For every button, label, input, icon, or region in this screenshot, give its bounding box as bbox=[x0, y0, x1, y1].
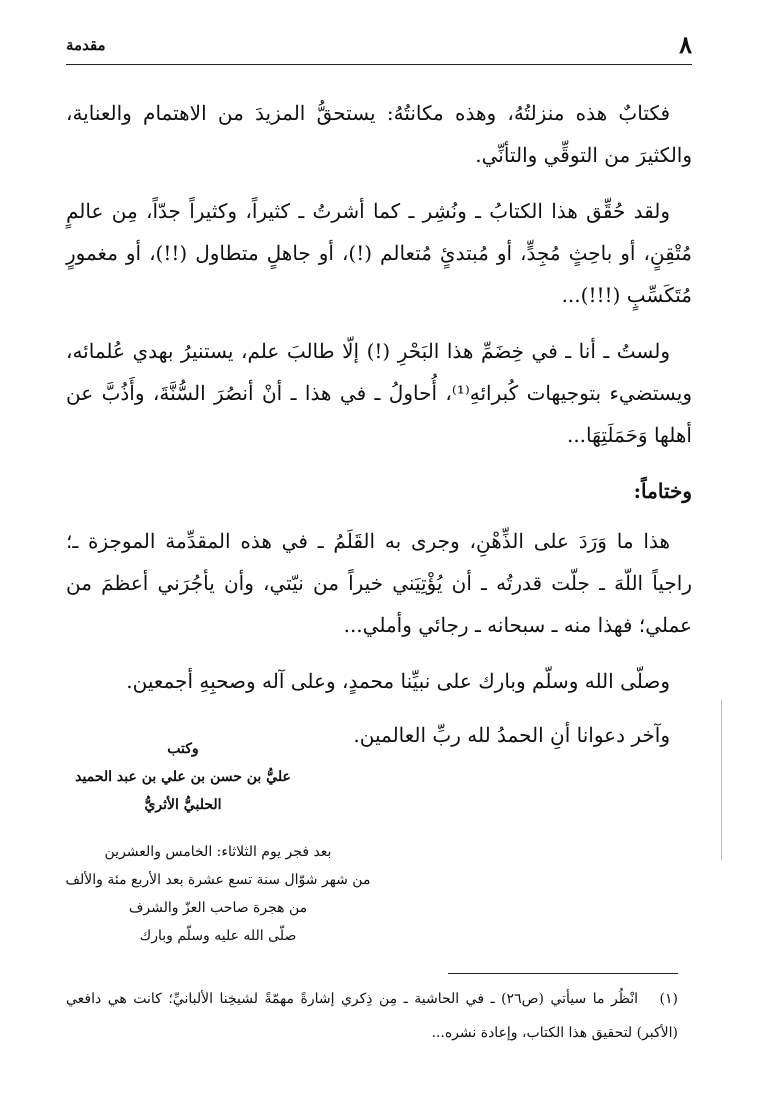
signature-wrote: وكتب bbox=[167, 741, 199, 757]
signature-block bbox=[53, 735, 313, 819]
paragraph-5: وصلّى الله وسلّم وبارك على نبيِّنا محمدٍ، وعلى آله وصحبِهِ أجمعين. bbox=[126, 669, 670, 693]
scan-edge-mark bbox=[721, 700, 722, 860]
date-line-3: من هجرة صاحب العزّ والشرف bbox=[128, 900, 308, 916]
paragraph-6: وآخر دعوانا أنِ الحمدُ لله ربِّ العالمين. bbox=[353, 723, 670, 747]
author-nisba: الحلبيُّ الأثريُّ bbox=[144, 797, 222, 813]
main-text bbox=[66, 92, 692, 768]
paragraph-2: ولقد حُقِّق هذا الكتابُ ـ ونُشِر ـ كما أشرتُ ـ كثيراً، وكثيراً جدّاً، مِن عالمٍ مُتْقِنٍ، أو باحِثٍ مُجِدٍّ، أو مُبتدئٍ مُتعالم (!)، أو جاهلٍ متطاول (!!)، أو مغمورٍ مُتَكَسِّبٍ (!!!)... bbox=[66, 199, 692, 307]
author-name: عليُّ بن حسن بن علي بن عبد الحميد bbox=[75, 769, 291, 785]
footnote-text: انْظُر ما سيأتي (ص٢٦) ـ في الحاشية ـ مِن ذِكري إشارةً مهمّةً لشيخِنا الألبانيِّ؛ كانت هي دافعي (الأكبر) لتحقيق هذا الكتاب، وإعادة نشره... bbox=[66, 991, 678, 1041]
paragraph-4: هذا ما وَرَدَ على الذِّهْنِ، وجرى به القَلَمُ ـ في هذه المقدِّمة الموجزة ـ؛ راجياً اللّهَ ـ جلّت قدرتُه ـ أن يُؤْتِيَني خيراً من نيّتي، وأن يأجُرَني أعظمَ من عملي؛ فهذا منه ـ سبحانه ـ رجائي وأملي... bbox=[66, 529, 692, 637]
running-section-title: مقدمة bbox=[66, 36, 106, 54]
date-block bbox=[18, 838, 418, 950]
footnote-divider bbox=[448, 973, 678, 974]
date-line-1: بعد فجر يوم الثلاثاء: الخامس والعشرين bbox=[104, 844, 332, 860]
conclusion-heading: وختاماً: bbox=[633, 479, 692, 503]
page-number: ٨ bbox=[679, 30, 692, 59]
footnote-marker: (١) bbox=[659, 991, 678, 1007]
date-line-2: من شهر شوّال سنة تسع عشرة بعد الأربع مئة والألف bbox=[65, 872, 371, 888]
footnote bbox=[66, 982, 678, 1050]
paragraph-3: ولستُ ـ أنا ـ في خِضَمِّ هذا البَحْرِ (!) إلّا طالبَ علم، يستنيرُ بهدي عُلمائه، ويستضيء بتوجيهات كُبرائهِ⁽¹⁾، أُحاولُ ـ في هذا ـ أنْ أنصُرَ السُّنَّةَ، وأَذُبَّ عن أهلها وَحَمَلَتِهَا... bbox=[66, 339, 692, 447]
page-header bbox=[66, 28, 692, 65]
paragraph-1: فكتابٌ هذه منزلتُهُ، وهذه مكانتُهُ: يستحقُّ المزيدَ من الاهتمام والعناية، والكثيرَ من التوقِّي والتأنِّي. bbox=[66, 101, 692, 167]
date-line-4: صلّى الله عليه وسلّم وبارك bbox=[139, 928, 297, 944]
